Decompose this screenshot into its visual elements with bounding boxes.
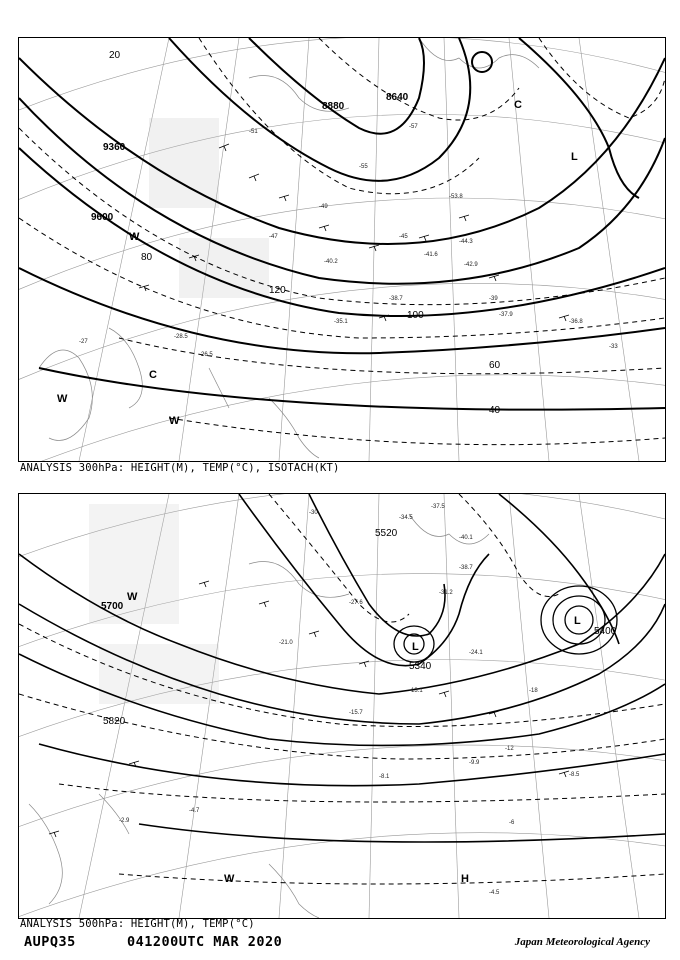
temp-label: -26.5 bbox=[199, 352, 213, 358]
height-label: 9600 bbox=[91, 212, 114, 223]
temp-label: -18 bbox=[529, 688, 538, 694]
map-300hpa bbox=[18, 37, 666, 462]
temp-label: -39 bbox=[489, 296, 498, 302]
temp-label: -4.7 bbox=[189, 808, 200, 814]
isotach-label: 40 bbox=[489, 405, 501, 416]
temp-label: -28.5 bbox=[174, 334, 188, 340]
low-rings bbox=[394, 586, 617, 662]
center-letter: C bbox=[149, 369, 157, 381]
height-label: 8640 bbox=[386, 92, 409, 103]
temp-label: -47 bbox=[269, 234, 278, 240]
isotach-label: 120 bbox=[269, 285, 286, 296]
temp-label: -45 bbox=[399, 234, 408, 240]
temp-label: -57 bbox=[409, 124, 418, 130]
center-letter: W bbox=[127, 591, 138, 603]
temp-label: -15.7 bbox=[349, 710, 363, 716]
map-500hpa bbox=[18, 493, 666, 919]
temp-label: -38.7 bbox=[389, 296, 403, 302]
temp-label: -9.9 bbox=[469, 760, 480, 766]
temp-label: -38.7 bbox=[459, 565, 473, 571]
temp-label: -24.1 bbox=[469, 650, 483, 656]
center-letter: L bbox=[574, 615, 581, 627]
center-letter: L bbox=[412, 641, 419, 653]
caption-300hpa: ANALYSIS 300hPa: HEIGHT(M), TEMP(°C), ISOTACH(KT) bbox=[20, 462, 340, 474]
hatch-region bbox=[149, 118, 269, 298]
center-letter: W bbox=[57, 393, 68, 405]
height-label: 5340 bbox=[409, 661, 432, 672]
temp-label: -51 bbox=[249, 129, 258, 135]
coastline bbox=[39, 38, 539, 458]
isotach-label: 60 bbox=[489, 360, 501, 371]
agency-credit: Japan Meteorological Agency bbox=[514, 936, 650, 948]
isotach-label: 100 bbox=[407, 310, 424, 321]
temp-label: -36.8 bbox=[569, 319, 583, 325]
temp-label: -8.5 bbox=[569, 772, 580, 778]
height-label: 5820 bbox=[103, 716, 126, 727]
height-label: 9360 bbox=[103, 142, 126, 153]
center-letter: H bbox=[461, 873, 469, 885]
height-label: 5520 bbox=[375, 528, 398, 539]
temp-label: -27.6 bbox=[349, 600, 363, 606]
temp-label: -37.5 bbox=[431, 504, 445, 510]
temp-label: -41.6 bbox=[424, 252, 438, 258]
temp-label: -2.9 bbox=[119, 818, 130, 824]
low-center-ring bbox=[472, 52, 492, 72]
isotach-label: 80 bbox=[141, 252, 153, 263]
temp-label: -4.5 bbox=[489, 890, 500, 896]
height-contours bbox=[19, 38, 665, 410]
isotach-label: 20 bbox=[109, 50, 121, 61]
temp-label: -6 bbox=[509, 820, 515, 826]
temp-label: -21.0 bbox=[279, 640, 293, 646]
temp-label: -12 bbox=[505, 746, 514, 752]
temp-label: -27 bbox=[79, 339, 88, 345]
temp-label: -13.1 bbox=[409, 688, 423, 694]
center-letter: W bbox=[169, 415, 180, 427]
temp-label: -8.1 bbox=[379, 774, 390, 780]
temp-label: -33 bbox=[609, 344, 618, 350]
valid-time: 041200UTC MAR 2020 bbox=[127, 934, 283, 950]
temp-label: -37.9 bbox=[499, 312, 513, 318]
temp-label: -34.5 bbox=[399, 515, 413, 521]
temp-label: -40.1 bbox=[459, 535, 473, 541]
temp-label: -31.2 bbox=[439, 590, 453, 596]
center-letter: W bbox=[129, 231, 140, 243]
temp-label: -53.8 bbox=[449, 194, 463, 200]
center-letter: W bbox=[224, 873, 235, 885]
height-label: 8880 bbox=[322, 101, 345, 112]
temp-label: -40.2 bbox=[324, 259, 338, 265]
caption-500hpa: ANALYSIS 500hPa: HEIGHT(M), TEMP(°C) bbox=[20, 918, 255, 930]
center-letter: L bbox=[571, 151, 578, 163]
temp-label: -55 bbox=[359, 164, 368, 170]
temp-label: -44.3 bbox=[459, 239, 473, 245]
map-500hpa-canvas bbox=[19, 494, 665, 918]
temp-label: -49 bbox=[319, 204, 328, 210]
temp-label: -42.9 bbox=[464, 262, 478, 268]
temp-label: -30 bbox=[309, 510, 318, 516]
map-300hpa-canvas bbox=[19, 38, 665, 461]
height-label: 5700 bbox=[101, 601, 124, 612]
center-letter: C bbox=[514, 99, 522, 111]
temp-label: -35.1 bbox=[334, 319, 348, 325]
height-label: 5400 bbox=[594, 626, 617, 637]
product-id: AUPQ35 bbox=[24, 934, 76, 950]
